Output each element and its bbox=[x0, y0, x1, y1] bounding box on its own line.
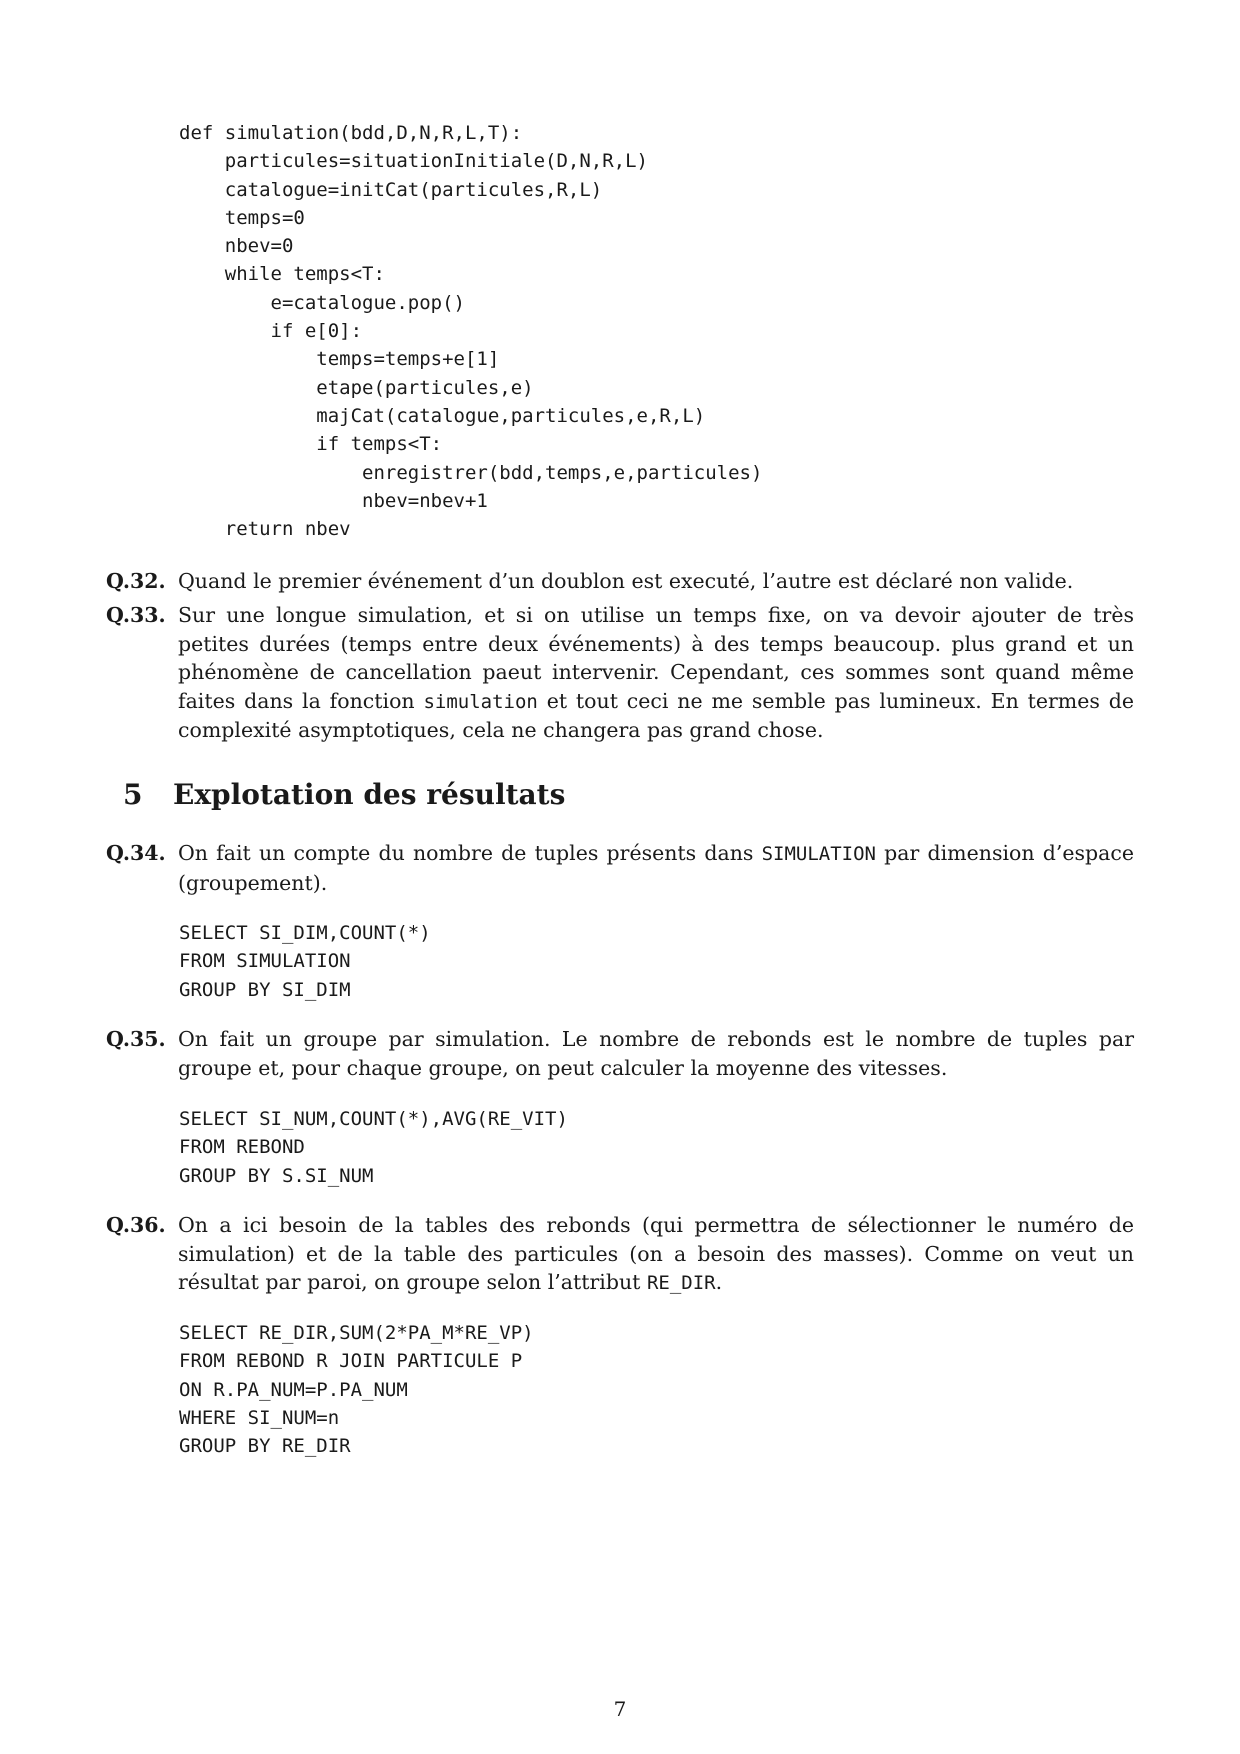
code-line: FROM REBOND R JOIN PARTICULE P bbox=[179, 1350, 523, 1373]
question-q35 bbox=[106, 1025, 1134, 1082]
code-line: if temps<T: bbox=[179, 433, 443, 456]
question-label: Q.34. bbox=[106, 841, 166, 865]
code-line: particules=situationInitiale(D,N,R,L) bbox=[179, 150, 648, 173]
question-text: Sur une longue simulation, et si on utilise un temps fixe, on va devoir ajouter de très petites durées (temps entre deux événements) à des temps beaucoup. plus grand et un phénomène de cancellation paeut intervenir. Cependant, ces sommes sont quand même faites dans la fonction simulation et tout ceci ne me semble pas lumineux. En termes de complexité asymptotiques, cela ne changera pas grand chose. bbox=[178, 603, 1134, 742]
question-text: On fait un groupe par simulation. Le nombre de rebonds est le nombre de tuples par groupe et, pour chaque groupe, on peut calculer la moyenne des vitesses. bbox=[178, 1027, 1134, 1080]
code-line: e=catalogue.pop() bbox=[179, 291, 465, 314]
sql-code-block-q35 bbox=[179, 1105, 568, 1190]
section-heading bbox=[123, 775, 565, 815]
inline-code: simulation bbox=[423, 690, 538, 713]
code-line: majCat(catalogue,particules,e,R,L) bbox=[179, 404, 706, 427]
code-line: WHERE SI_NUM=n bbox=[179, 1406, 340, 1429]
code-line: enregistrer(bdd,temps,e,particules) bbox=[179, 461, 763, 484]
inline-code: RE_DIR bbox=[646, 1272, 716, 1294]
question-q33 bbox=[106, 601, 1134, 745]
inline-code: SIMULATION bbox=[761, 843, 876, 865]
code-line: while temps<T: bbox=[179, 263, 385, 286]
question-label: Q.36. bbox=[106, 1213, 166, 1237]
code-line: nbev=0 bbox=[179, 235, 294, 258]
sql-code-block-q36 bbox=[179, 1319, 534, 1460]
code-line: SELECT SI_DIM,COUNT(*) bbox=[179, 922, 431, 944]
question-label: Q.35. bbox=[106, 1027, 166, 1051]
code-line: etape(particules,e) bbox=[179, 376, 534, 399]
simulation-code-block bbox=[179, 119, 762, 543]
question-q36 bbox=[106, 1211, 1134, 1298]
question-text: On a ici besoin de la tables des rebonds (qui permettra de sélectionner le numéro de simulation) et de la table des particules (on a besoin des masses). Comme on veut un résultat par paroi, on groupe selon l’attribut RE_DIR. bbox=[178, 1213, 1134, 1294]
code-line: def simulation(bdd,D,N,R,L,T): bbox=[179, 122, 523, 144]
code-line: SELECT RE_DIR,SUM(2*PA_M*RE_VP) bbox=[179, 1322, 534, 1344]
page-number: 7 bbox=[613, 1697, 627, 1721]
code-line: catalogue=initCat(particules,R,L) bbox=[179, 178, 603, 201]
code-line: nbev=nbev+1 bbox=[179, 489, 488, 512]
code-line: SELECT SI_NUM,COUNT(*),AVG(RE_VIT) bbox=[179, 1108, 568, 1130]
code-line: ON R.PA_NUM=P.PA_NUM bbox=[179, 1378, 408, 1401]
code-line: GROUP BY SI_DIM bbox=[179, 978, 351, 1001]
question-q32 bbox=[106, 567, 1134, 596]
section-title: Explotation des résultats bbox=[173, 778, 566, 811]
code-line: FROM REBOND bbox=[179, 1136, 305, 1159]
code-line: if e[0]: bbox=[179, 320, 363, 343]
code-line: GROUP BY S.SI_NUM bbox=[179, 1164, 374, 1187]
section-number: 5 bbox=[123, 778, 143, 811]
question-q34 bbox=[106, 839, 1134, 897]
question-text: Quand le premier événement d’un doublon est executé, l’autre est déclaré non valide. bbox=[178, 569, 1074, 593]
code-line: temps=temps+e[1] bbox=[179, 348, 500, 371]
sql-code-block-q34 bbox=[179, 919, 431, 1004]
question-label: Q.33. bbox=[106, 603, 166, 627]
question-label: Q.32. bbox=[106, 569, 166, 593]
code-line: GROUP BY RE_DIR bbox=[179, 1435, 351, 1458]
code-line: return nbev bbox=[179, 518, 351, 541]
code-line: temps=0 bbox=[179, 206, 305, 229]
code-line: FROM SIMULATION bbox=[179, 950, 351, 973]
question-text: On fait un compte du nombre de tuples présents dans SIMULATION par dimension d’espace (groupement). bbox=[178, 841, 1134, 895]
